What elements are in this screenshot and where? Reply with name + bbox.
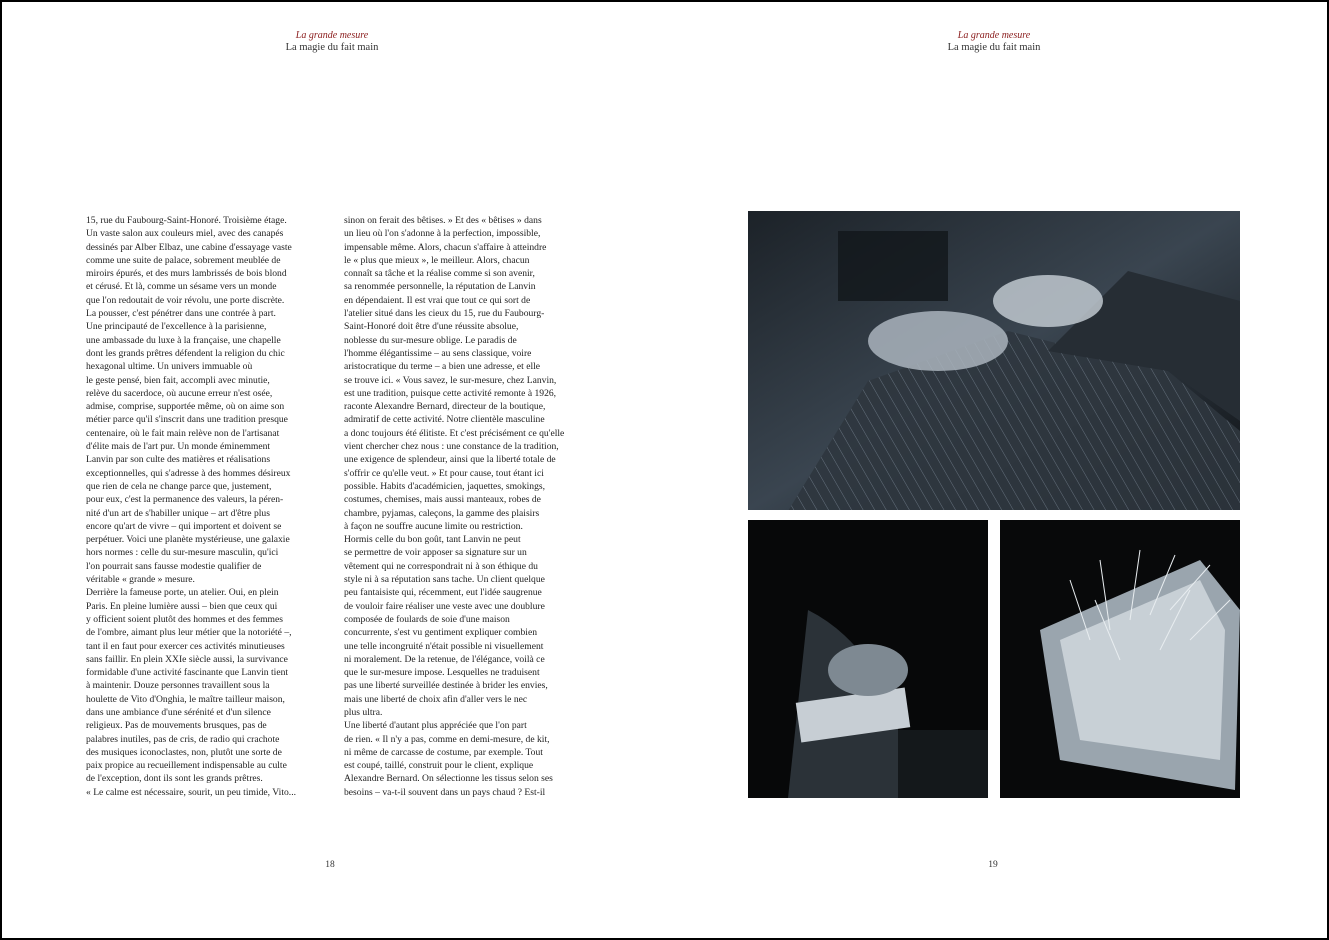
left-page <box>0 0 664 940</box>
photo-hands-cutting-fabric <box>748 211 1240 510</box>
photo-pincushion <box>1000 520 1240 798</box>
page-number-left: 18 <box>325 860 335 870</box>
right-page <box>664 0 1329 940</box>
section-title: La grande mesure <box>295 30 369 41</box>
running-header-right <box>844 30 1144 54</box>
section-subtitle: La magie du fait main <box>285 42 379 53</box>
body-text-column-1: 15, rue du Faubourg-Saint-Honoré. Troisième étage. Un vaste salon aux couleurs miel, avec des canapés dessinés par Alber Elbaz, une cabine d'essayage vaste comme une suite de palace, sobrement meublée de miroirs épurés, et des murs lambrissés de bois blond et cérusé. Et là, comme un sésame vers un monde que l'on redoutait de voir révolu, une porte discrète. La pousser, c'est pénétrer dans une contrée à part. Une principauté de l'excellence à la parisienne, une ambassade du luxe à la française, une chapelle dont les grands prêtres défendent la religion du chic hexagonal ultime. Un univers immuable où le geste pensé, bien fait, accompli avec minutie, relève du sacerdoce, où aucune erreur n'est osée, admise, comprise, supportée même, où on aime son métier parce qu'il s'inscrit dans une tradition presque centenaire, où le fait main relève non de l'artisanat d'élite mais de l'art pur. Un monde éminemment Lanvin par son culte des matières et réalisations exceptionnelles, qui s'adresse à des hommes désireux que rien de cela ne change parce que, justement, pour eux, c'est la permanence des valeurs, la péren- nité d'un art de s'habiller unique – art d'être plus encore qu'art de vivre – qui importent et doivent se perpétuer. Voici une planète mystérieuse, une galaxie hors normes : celle du sur-mesure masculin, qu'ici l'on pourrait sans fausse modestie qualifier de véritable « grande » mesure. Derrière la fameuse porte, un atelier. Oui, en plein Paris. En pleine lumière aussi – bien que ceux qui y officient soient plutôt des hommes et des femmes de l'ombre, aimant plus leur métier que la notoriété –, tant il en faut pour exercer ces activités minutieuses sans faillir. En plein XXIe siècle aussi, la survivance formidable d'une activité fascinante que Lanvin tient à maintenir. Douze personnes travaillent sous la houlette de Vito d'Onghia, le maître tailleur maison, dans une ambiance d'une sérénité et d'un silence religieux. Pas de mouvements brusques, pas de palabres inutiles, pas de cris, de radio qui crachote des musiques iconoclastes, non, plutôt une sorte de paix propice au recueillement indispensable au culte de l'exception, dont ils sont les grands prêtres. « Le calme est nécessaire, sourit, un peu timide, Vito... <box>86 215 296 798</box>
section-title: La grande mesure <box>957 30 1031 41</box>
body-text-column-2: sinon on ferait des bêtises. » Et des « bêtises » dans un lieu où l'on s'adonne à la perfection, impossible, impensable même. Alors, chacun s'affaire à atteindre le « plus que mieux », le meilleur. Alors, chacun connaît sa tâche et la réalise comme si son avenir, sa renommée personnelle, la réputation de Lanvin en dépendaient. Il est vrai que tout ce qui sort de l'atelier situé dans les cieux du 15, rue du Faubourg- Saint-Honoré doit être d'une réussite absolue, noblesse du sur-mesure oblige. Le paradis de l'homme élégantissime – au sens classique, voire aristocratique du terme – a bien une adresse, et elle se trouve ici. « Vous savez, le sur-mesure, chez Lanvin, est une tradition, puisque cette activité remonte à 1926, raconte Alexandre Bernard, directeur de la boutique, admiratif de cette activité. Notre clientèle masculine a donc toujours été élitiste. Et c'est précisément ce qu'elle vient chercher chez nous : une constance de la tradition, une exigence de splendeur, ainsi que la liberté totale de s'offrir ce qu'elle veut. » Et pour cause, tout étant ici possible. Habits d'académicien, jaquettes, smokings, costumes, chemises, mais aussi manteaux, robes de chambre, pyjamas, caleçons, la gamme des plaisirs à façon ne souffre aucune limite ou restriction. Hormis celle du bon goût, tant Lanvin ne peut se permettre de voir apposer sa signature sur un vêtement qui ne correspondrait ni à son éthique du style ni à sa réputation sans tache. Un client quelque peu fantaisiste qui, récemment, eut l'idée saugrenue de vouloir faire réaliser une veste avec une doublure composée de foulards de soie d'une maison concurrente, s'est vu gentiment expliquer combien une telle incongruité n'était possible ni visuellement ni moralement. De la retenue, de l'élégance, voilà ce que le sur-mesure impose. Lesquelles ne traduisent pas une liberté surveillée destinée à brider les envies, mais une liberté de choix afin d'aller vers le nec plus ultra. Une liberté d'autant plus appréciée que l'on part de rien. « Il n'y a pas, comme en demi-mesure, de kit, ni même de carcasse de costume, par exemple. Tout est coupé, taillé, construit pour le client, explique Alexandre Bernard. On sélectionne les tissus selon ses besoins – va-t-il souvent dans un pays chaud ? Est-il <box>344 215 565 798</box>
page-number-right: 19 <box>988 860 998 870</box>
section-subtitle: La magie du fait main <box>947 42 1041 53</box>
photo-hand-holding-tape <box>748 520 988 798</box>
running-header-left <box>182 30 482 54</box>
